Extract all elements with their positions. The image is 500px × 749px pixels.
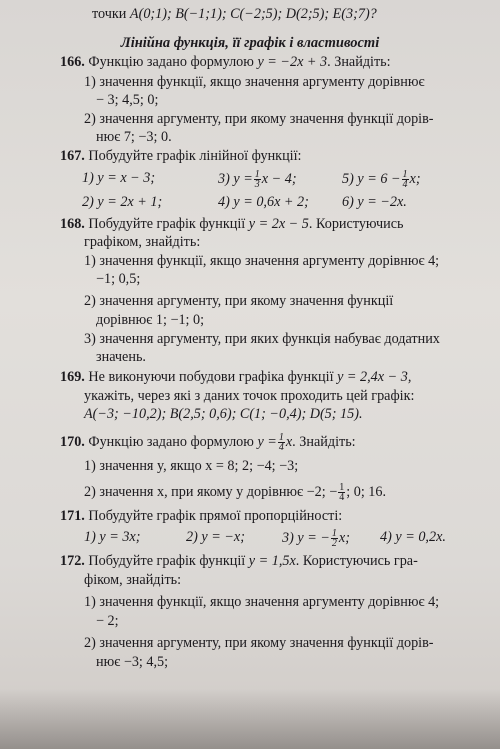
problem-166-line: 2) значення аргументу, при якому значення функції дорів- (84, 111, 434, 127)
top-line-prefix: точки (92, 6, 127, 22)
denominator: 4 (402, 179, 408, 190)
problem-168-line: дорівнює 1; −1; 0; (96, 312, 205, 328)
denominator: 2 (331, 538, 337, 549)
formula: y = 1,5x (248, 553, 296, 569)
option-text: x; (409, 170, 421, 187)
option-text: 5) y = 6 − (342, 170, 401, 187)
problem-number: 172. (60, 553, 85, 569)
problem-171-header (60, 508, 342, 525)
option-167-1: 1) y = x − 3; (82, 170, 156, 186)
option-167-6: 6) y = −2x. (342, 194, 407, 210)
section-title: Лінійна функція, її графік і властивості (120, 35, 380, 51)
problem-text: ; 0; 16. (346, 483, 387, 500)
numerator: 1 (339, 482, 345, 493)
problem-168-line: 2) значення аргументу, при якому значення функції (84, 293, 394, 309)
problem-168-line: значень. (96, 349, 146, 365)
denominator: 4 (339, 492, 345, 503)
problem-text: Не виконуючи побудови графіка функції (88, 369, 334, 385)
problem-172-line: 1) значення функції, якщо значення аргументу дорівнює 4; (84, 594, 440, 610)
problem-168-line: 1) значення функції, якщо значення аргументу дорівнює 4; (84, 253, 440, 269)
problem-172-line: 2) значення аргументу, при якому значення функції дорів- (84, 635, 434, 651)
option-167-3 (218, 170, 297, 189)
denominator: 4 (278, 442, 284, 453)
problem-number: 170. (60, 433, 85, 450)
problem-text: Функцію задано формулою (88, 54, 254, 70)
option-171-1: 1) y = 3x; (84, 529, 141, 545)
option-167-4: 4) y = 0,6x + 2; (218, 194, 309, 210)
page-shadow (0, 689, 500, 749)
formula: x (285, 433, 293, 450)
numerator: 1 (402, 169, 408, 180)
problem-text: 2) значення x, при якому y дорівнює −2; − (84, 483, 338, 500)
problem-text: Побудуйте графік лінійної функції: (88, 148, 302, 164)
problem-text: . Користуючись гра- (295, 553, 418, 569)
problem-169-header (60, 369, 411, 386)
denominator: 3 (254, 179, 260, 190)
fraction (331, 529, 338, 548)
option-171-3 (282, 529, 350, 548)
formula: y = 2x − 5 (248, 216, 309, 232)
problem-168-header (60, 216, 403, 233)
problem-number: 171. (60, 508, 85, 524)
problem-number: 168. (60, 216, 85, 232)
option-167-2: 2) y = 2x + 1; (82, 194, 163, 210)
fraction (338, 483, 345, 502)
problem-text: Побудуйте графік функції (88, 216, 246, 232)
problem-169-line: укажіть, через які з даних точок проходить цей графік: (84, 388, 415, 404)
problem-170-header (60, 433, 356, 452)
fraction (254, 170, 261, 189)
problem-168-line: 3) значення аргументу, при яких функція набуває додатних (84, 331, 440, 347)
fraction (402, 170, 409, 189)
problem-text: Побудуйте графік прямої пропорційності: (88, 508, 343, 524)
problem-168-line: −1; 0,5; (96, 271, 141, 287)
option-text: 3) y = − (282, 529, 330, 546)
problem-169-points: A(−3; −10,2); B(2,5; 0,6); C(1; −0,4); D(5; 15). (84, 406, 363, 422)
problem-text: . Знайдіть: (292, 433, 356, 450)
formula: y = −2x + 3 (257, 54, 328, 70)
problem-text: . Знайдіть: (327, 54, 391, 70)
problem-170-line: 1) значення y, якщо x = 8; 2; −4; −3; (84, 458, 299, 474)
problem-168-line: графіком, знайдіть: (84, 234, 201, 250)
problem-text: . Користуючись (308, 216, 404, 232)
problem-text: Функцію задано формулою (88, 433, 254, 450)
problem-172-line: − 2; (96, 613, 119, 629)
problem-166-line: нює 7; −3; 0. (96, 129, 172, 145)
problem-text: Побудуйте графік функції (88, 553, 246, 569)
numerator: 1 (278, 432, 284, 443)
fraction (278, 433, 285, 452)
problem-number: 167. (60, 148, 85, 164)
option-167-5 (342, 170, 421, 189)
numerator: 1 (331, 528, 337, 539)
problem-167-header (60, 148, 301, 165)
problem-170-line (84, 483, 386, 502)
formula: y = 2,4x − 3, (337, 369, 412, 385)
problem-172-line: нює −3; 4,5; (96, 654, 169, 670)
problem-number: 166. (60, 54, 85, 70)
numerator: 1 (254, 169, 260, 180)
option-171-2: 2) y = −x; (186, 529, 245, 545)
top-line-points: A(0;1); B(−1;1); C(−2;5); D(2;5); E(3;7)? (129, 6, 377, 22)
top-line (92, 6, 377, 23)
option-text: 3) y = (218, 170, 253, 187)
problem-172-header (60, 553, 418, 570)
problem-172-line: фіком, знайдіть: (84, 572, 182, 588)
problem-166-header (60, 54, 391, 71)
option-text: x; (338, 529, 350, 546)
problem-number: 169. (60, 369, 85, 385)
option-171-4: 4) y = 0,2x. (380, 529, 446, 545)
problem-166-line: − 3; 4,5; 0; (96, 92, 159, 108)
option-text: x − 4; (261, 170, 297, 187)
problem-166-line: 1) значення функції, якщо значення аргументу дорівнює (84, 74, 425, 90)
formula: y = (257, 433, 277, 450)
